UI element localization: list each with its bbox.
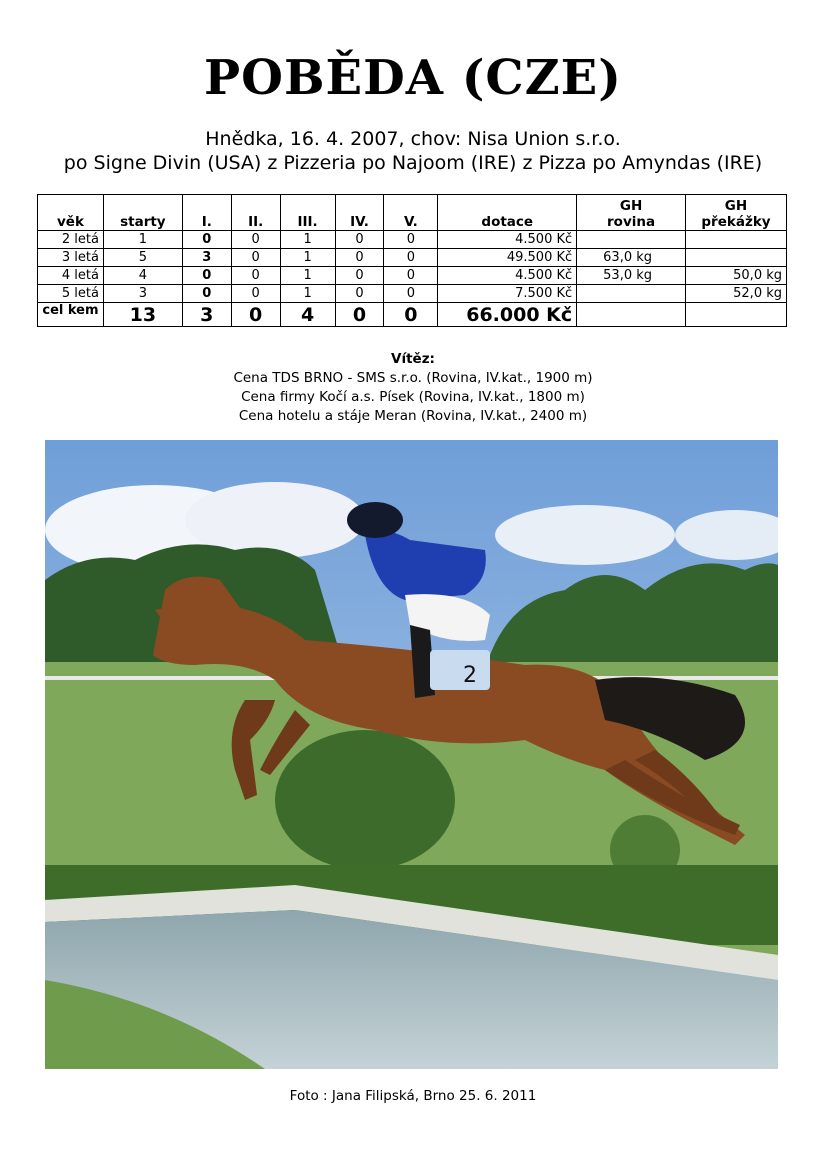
cell-prize: 49.500 Kč: [438, 249, 577, 267]
cell-place-2: 0: [231, 267, 280, 285]
horse-pedigree: po Signe Divin (USA) z Pizzeria po Najoom (IRE) z Pizza po Amyndas (IRE): [63, 152, 763, 174]
cell-starts: 4: [103, 267, 182, 285]
total-starts: 13: [103, 303, 182, 327]
header-gh-jump-line2: překážky: [701, 214, 771, 230]
table-header-row: [38, 195, 787, 231]
table-row: [38, 285, 787, 303]
cloud: [495, 505, 675, 565]
header-prize: dotace: [438, 195, 577, 231]
cell-place-5: 0: [384, 285, 438, 303]
photo-credit: Foto : Jana Filipská, Brno 25. 6. 2011: [289, 1088, 537, 1104]
total-place-3: 4: [280, 303, 335, 327]
table-row: [38, 249, 787, 267]
cell-place-3: 1: [280, 267, 335, 285]
cell-place-4: 0: [335, 285, 384, 303]
cell-starts: 1: [103, 231, 182, 249]
winner-race-item: Cena hotelu a stáje Meran (Rovina, IV.kat., 2400 m): [238, 408, 588, 424]
cell-place-1: 0: [182, 267, 231, 285]
cell-place-3: 1: [280, 231, 335, 249]
cell-place-3: 1: [280, 285, 335, 303]
cell-gh-flat: 63,0 kg: [577, 249, 686, 267]
page-title: POBĚDA (CZE): [204, 50, 622, 106]
cell-age: 4 letá: [38, 267, 104, 285]
cell-place-2: 0: [231, 285, 280, 303]
saddle-number: 2: [463, 663, 477, 688]
header-gh-jump: [685, 195, 786, 231]
header-gh-flat-line1: GH: [619, 198, 643, 214]
total-label: cel kem: [38, 303, 104, 327]
cell-prize: 4.500 Kč: [438, 267, 577, 285]
cell-place-4: 0: [335, 231, 384, 249]
cell-place-5: 0: [384, 249, 438, 267]
cell-place-3: 1: [280, 249, 335, 267]
total-place-4: 0: [335, 303, 384, 327]
cell-gh-flat: [577, 231, 686, 249]
total-place-5: 0: [384, 303, 438, 327]
cell-gh-jump: [685, 249, 786, 267]
cell-place-1: 0: [182, 285, 231, 303]
cell-starts: 3: [103, 285, 182, 303]
cell-place-2: 0: [231, 231, 280, 249]
header-place-2: II.: [231, 195, 280, 231]
winners-section: [0, 350, 826, 426]
cell-starts: 5: [103, 249, 182, 267]
cell-gh-flat: 53,0 kg: [577, 267, 686, 285]
cell-gh-jump: [685, 231, 786, 249]
winner-race-item: Cena TDS BRNO - SMS s.r.o. (Rovina, IV.kat., 1900 m): [233, 370, 593, 386]
shrub: [275, 730, 455, 870]
total-gh-jump: [685, 303, 786, 327]
cell-place-2: 0: [231, 249, 280, 267]
total-prize: 66.000 Kč: [438, 303, 577, 327]
cell-age: 2 letá: [38, 231, 104, 249]
header-gh-flat-line2: rovina: [607, 214, 656, 230]
cell-place-4: 0: [335, 249, 384, 267]
total-place-1: 3: [182, 303, 231, 327]
cell-prize: 4.500 Kč: [438, 231, 577, 249]
total-place-2: 0: [231, 303, 280, 327]
cell-prize: 7.500 Kč: [438, 285, 577, 303]
cell-age: 5 letá: [38, 285, 104, 303]
header-place-1: I.: [182, 195, 231, 231]
header-place-5: V.: [384, 195, 438, 231]
cell-gh-flat: [577, 285, 686, 303]
total-gh-flat: [577, 303, 686, 327]
horse-details: Hnědka, 16. 4. 2007, chov: Nisa Union s.r.o.: [205, 128, 621, 150]
winner-race-item: Cena firmy Kočí a.s. Písek (Rovina, IV.kat., 1800 m): [241, 389, 585, 405]
header-age: věk: [38, 195, 104, 231]
cell-gh-jump: 50,0 kg: [685, 267, 786, 285]
race-statistics-table: [37, 194, 787, 327]
header-gh-flat: [577, 195, 686, 231]
header-starts: starty: [103, 195, 182, 231]
cell-place-1: 0: [182, 231, 231, 249]
photo-illustration: [45, 440, 778, 1069]
table-total-row: [38, 303, 787, 327]
cell-gh-jump: 52,0 kg: [685, 285, 786, 303]
header-place-3: III.: [280, 195, 335, 231]
cell-place-5: 0: [384, 231, 438, 249]
header-gh-jump-line1: GH: [724, 198, 748, 214]
winners-heading: Vítěz:: [391, 351, 435, 367]
cell-age: 3 letá: [38, 249, 104, 267]
cell-place-4: 0: [335, 267, 384, 285]
cell-place-5: 0: [384, 267, 438, 285]
header-place-4: IV.: [335, 195, 384, 231]
table-row: [38, 231, 787, 249]
horse-jump-photo: [45, 440, 778, 1069]
table-row: [38, 267, 787, 285]
cell-place-1: 3: [182, 249, 231, 267]
